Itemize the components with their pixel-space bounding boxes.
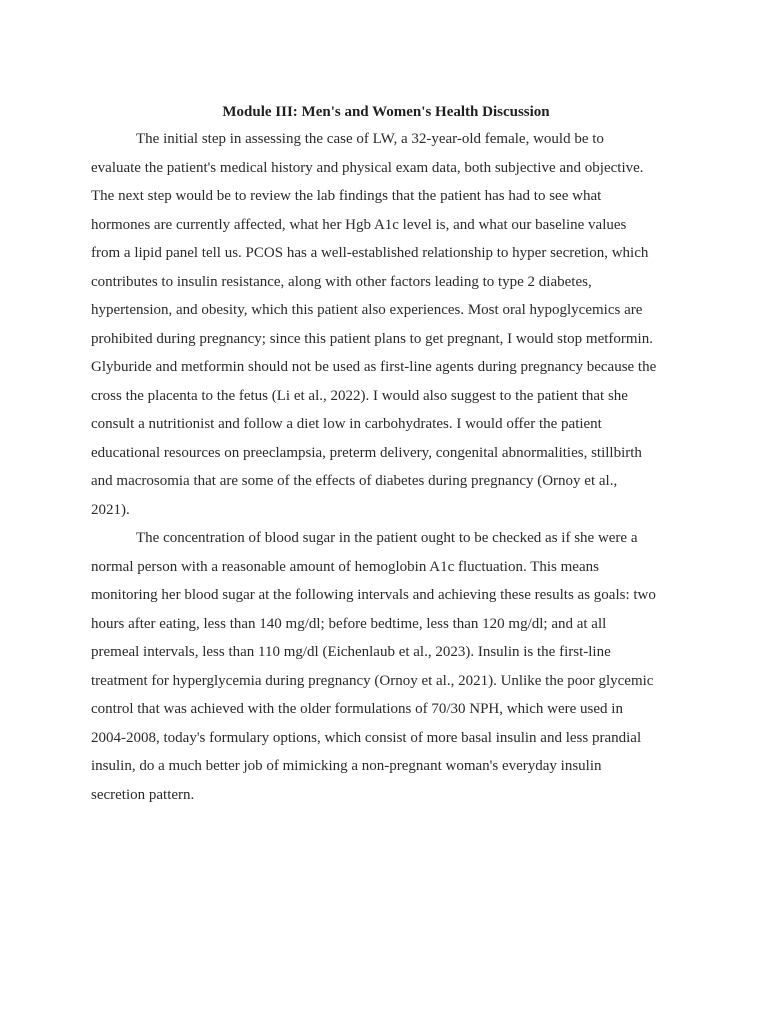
paragraph-line: hormones are currently affected, what her Hgb A1c level is, and what our baseline values bbox=[91, 216, 627, 233]
paragraph-line: premeal intervals, less than 110 mg/dl (Eichenlaub et al., 2023). Insulin is the first-line bbox=[91, 644, 611, 660]
paragraph-line: prohibited during pregnancy; since this patient plans to get pregnant, I would stop metformin. bbox=[91, 330, 653, 347]
paragraph-line: hours after eating, less than 140 mg/dl; before bedtime, less than 120 mg/dl; and at all bbox=[91, 615, 607, 632]
paragraph-line: educational resources on preeclampsia, preterm delivery, congenital abnormalities, stillbirth bbox=[91, 444, 642, 461]
paragraph-line: insulin, do a much better job of mimicking a non-pregnant woman's everyday insulin bbox=[91, 758, 602, 774]
paragraph-line: secretion pattern. bbox=[91, 786, 195, 803]
document-body bbox=[91, 100, 679, 809]
paragraph-line: contributes to insulin resistance, along with other factors leading to type 2 diabetes, bbox=[91, 273, 592, 290]
paragraph-2 bbox=[91, 524, 679, 809]
paragraph-line: cross the placenta to the fetus (Li et al., 2022). I would also suggest to the patient that she bbox=[91, 387, 628, 404]
paragraph-line: consult a nutritionist and follow a diet low in carbohydrates. I would offer the patient bbox=[91, 416, 602, 432]
paragraph-line: normal person with a reasonable amount of hemoglobin A1c fluctuation. This means bbox=[91, 558, 599, 575]
paragraph-line: The next step would be to review the lab findings that the patient has had to see what bbox=[91, 188, 602, 204]
paragraph-line: control that was achieved with the older formulations of 70/30 NPH, which were used in bbox=[91, 701, 623, 717]
paragraph-line: from a lipid panel tell us. PCOS has a well-established relationship to hyper secretion, which bbox=[91, 245, 649, 261]
paragraph-line: hypertension, and obesity, which this patient also experiences. Most oral hypoglycemics are bbox=[91, 302, 643, 318]
paragraph-line: monitoring her blood sugar at the following intervals and achieving these results as goals: two bbox=[91, 587, 656, 603]
document-title: Module III: Men's and Women's Health Discussion bbox=[222, 104, 550, 120]
paragraph-line: 2004-2008, today's formulary options, which consist of more basal insulin and less prandial bbox=[91, 729, 642, 746]
paragraph-line: The concentration of blood sugar in the patient ought to be checked as if she were a bbox=[136, 530, 638, 546]
paragraph-line: Glyburide and metformin should not be used as first-line agents during pregnancy because the bbox=[91, 359, 657, 375]
paragraph-line: The initial step in assessing the case of LW, a 32-year-old female, would be to bbox=[136, 131, 604, 147]
paragraph-line: and macrosomia that are some of the effects of diabetes during pregnancy (Ornoy et al., bbox=[91, 473, 618, 489]
paragraph-line: 2021). bbox=[91, 501, 130, 518]
paragraph-1 bbox=[91, 125, 679, 524]
paragraph-line: evaluate the patient's medical history and physical exam data, both subjective and objective. bbox=[91, 159, 644, 176]
paragraph-line: treatment for hyperglycemia during pregnancy (Ornoy et al., 2021). Unlike the poor glycemic bbox=[91, 672, 654, 689]
